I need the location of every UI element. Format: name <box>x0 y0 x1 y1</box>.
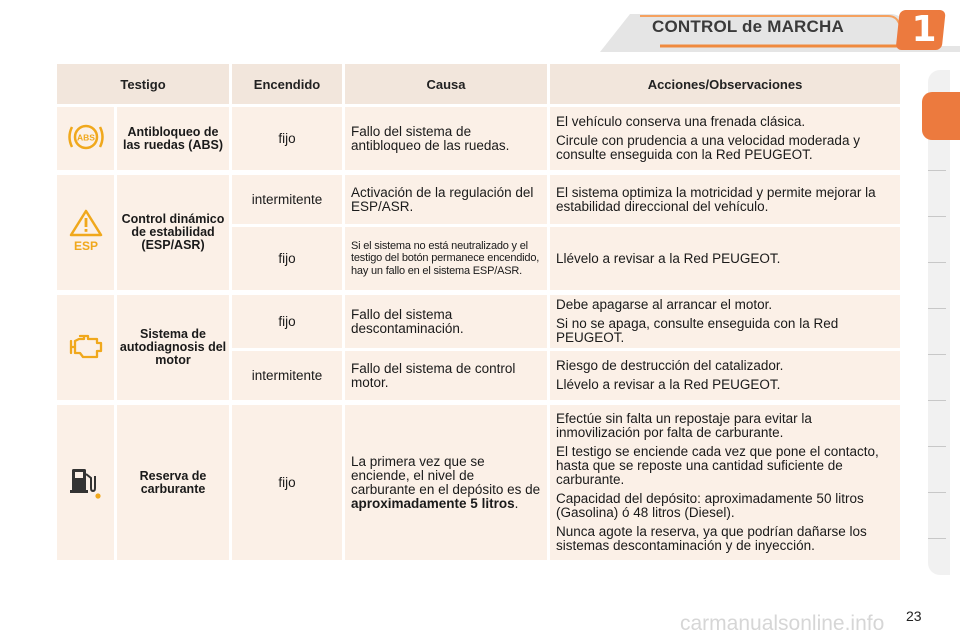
encendido-value: fijo <box>232 295 345 351</box>
accion-line: Riesgo de destrucción del catalizador. <box>556 358 784 373</box>
causa-emphasis: aproximadamente 5 litros <box>351 495 515 511</box>
accion-line: Capacidad del depósito: aproximadamente 50 litros (Gasolina) ó 48 litros (Diesel). <box>556 491 864 520</box>
side-tab-divider <box>928 170 946 171</box>
side-tab-strip <box>928 70 950 575</box>
engine-warning-icon <box>66 330 106 362</box>
accion-line: Llévelo a revisar a la Red PEUGEOT. <box>556 377 781 392</box>
chapter-number: 1 <box>911 9 937 50</box>
column-header-causa: Causa <box>345 64 550 107</box>
column-header-testigo: Testigo <box>57 64 232 107</box>
side-tab-divider <box>928 446 946 447</box>
accion-line: Debe apagarse al arrancar el motor. <box>556 297 773 312</box>
column-header-acciones: Acciones/Observaciones <box>550 64 903 107</box>
acciones-text <box>550 405 903 563</box>
encendido-value: fijo <box>232 227 345 293</box>
column-header-encendido: Encendido <box>232 64 345 107</box>
accion-line: El testigo se enciende cada vez que pone el contacto, hasta que se reposte una cantidad suficiente de carburante. <box>556 444 879 487</box>
acciones-text <box>550 351 903 403</box>
table-row-fuel <box>57 405 903 563</box>
table-row-esp <box>57 175 903 227</box>
causa-text: Fallo del sistema descontaminación. <box>345 295 550 351</box>
abs-warning-icon <box>66 121 106 153</box>
accion-line: Si no se apaga, consulte enseguida con la Red PEUGEOT. <box>556 316 839 345</box>
side-tab-divider <box>928 538 946 539</box>
icon-cell <box>57 175 117 293</box>
side-tab-divider <box>928 216 946 217</box>
warning-lights-table <box>57 64 903 563</box>
esp-warning-icon <box>68 209 104 253</box>
light-name: Control dinámico de estabilidad (ESP/ASR) <box>117 175 232 293</box>
causa-suffix: . <box>514 495 519 511</box>
causa-text: Fallo del sistema de control motor. <box>345 351 550 403</box>
table-row-engine <box>57 295 903 351</box>
table-row-abs <box>57 107 903 173</box>
accion-line: Efectúe sin falta un repostaje para evitar la inmovilización por falta de carburante. <box>556 411 812 440</box>
icon-cell <box>57 295 117 403</box>
light-name: Sistema de autodiagnosis del motor <box>117 295 232 403</box>
acciones-text: El sistema optimiza la motricidad y permite mejorar la estabilidad direccional del vehículo. <box>550 175 903 227</box>
side-tab-divider <box>928 262 946 263</box>
accion-line: El vehículo conserva una frenada clásica. <box>556 114 806 129</box>
side-tab-divider <box>928 308 946 309</box>
light-name: Reserva de carburante <box>117 405 232 563</box>
fuel-pump-icon <box>66 461 106 501</box>
svg-text:ESP: ESP <box>73 239 98 253</box>
accion-line: Nunca agote la reserva, ya que podrían dañarse los sistemas descontaminación y de inyección. <box>556 524 867 553</box>
light-name: Antibloqueo de las ruedas (ABS) <box>117 107 232 173</box>
acciones-text <box>550 107 903 173</box>
accion-line: Circule con prudencia a una velocidad moderada y consulte enseguida con la Red PEUGEOT. <box>556 133 860 162</box>
table-header-row <box>57 64 903 107</box>
svg-text:ABS: ABS <box>76 132 95 143</box>
encendido-value: intermitente <box>232 351 345 403</box>
icon-cell <box>57 405 117 563</box>
causa-text: Fallo del sistema de antibloqueo de las ruedas. <box>345 107 550 173</box>
acciones-text <box>550 295 903 351</box>
side-tab-divider <box>928 492 946 493</box>
side-tab-active[interactable] <box>922 92 960 140</box>
causa-prefix: La primera vez que se enciende, el nivel de carburante en el depósito es de <box>351 453 541 497</box>
encendido-value: fijo <box>232 405 345 563</box>
encendido-value: intermitente <box>232 175 345 227</box>
watermark: carmanualsonline.info <box>680 612 885 635</box>
causa-text: Si el sistema no está neutralizado y el testigo del botón permanece encendido, hay un fallo en el sistema ESP/ASR. <box>345 227 550 293</box>
side-tab-divider <box>928 400 946 401</box>
page-number: 23 <box>906 608 922 624</box>
chapter-title: CONTROL de MARCHA <box>652 17 844 36</box>
causa-text: Activación de la regulación del ESP/ASR. <box>345 175 550 227</box>
acciones-text: Llévelo a revisar a la Red PEUGEOT. <box>550 227 903 293</box>
icon-cell <box>57 107 117 173</box>
encendido-value: fijo <box>232 107 345 173</box>
side-tab-divider <box>928 354 946 355</box>
causa-text <box>345 405 550 563</box>
